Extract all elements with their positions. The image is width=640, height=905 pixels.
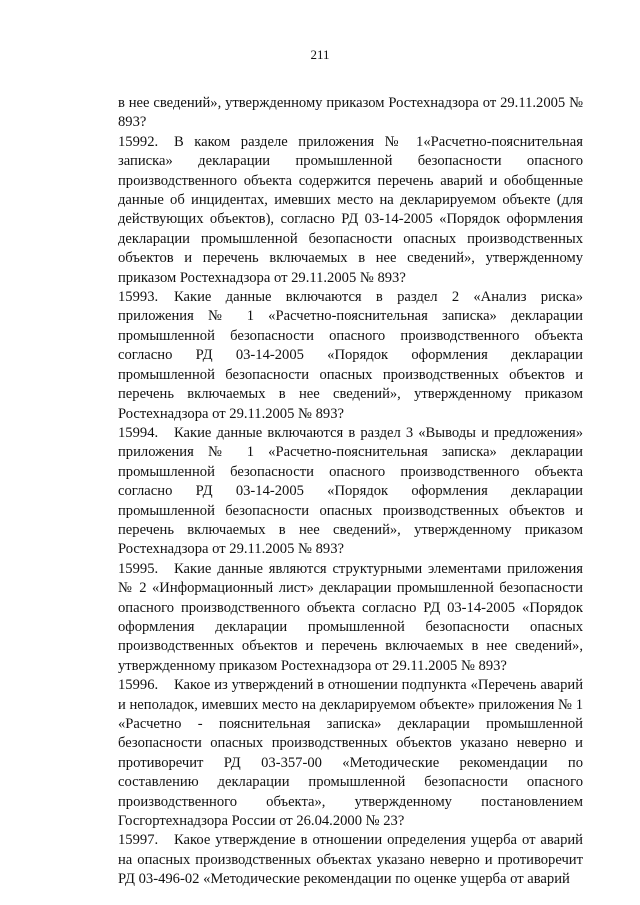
question-number: 15995. bbox=[118, 560, 159, 577]
question-text: Какие данные являются структурными элементами приложения № 2 «Информационный лист» декларации промышленной безопасности опасного производственного объекта согласно РД 03-14-2005 «Порядок оформления декларации промышленной безопасности опасных производственных объектов и перечень включаемых в нее сведений», утвержденному приказом Ростехнадзора от 29.11.2005 № 893? bbox=[118, 560, 583, 674]
question-text: Какие данные включаются в раздел 3 «Выводы и предложения» приложения № 1 «Расчетно-пояснительная записка» декларации промышленной безопасности опасного производственного объекта согласно РД 03-14-2005 «Порядок оформления декларации промышленной безопасности опасных производственных объектов и перечень включаемых в нее сведений», утвержденному приказом Ростехнадзора от 29.11.2005 № 893? bbox=[118, 424, 583, 558]
question-15993 bbox=[118, 288, 583, 424]
question-15994 bbox=[118, 424, 583, 560]
question-15995 bbox=[118, 560, 583, 676]
question-text: Какое утверждение в отношении определения ущерба от аварий на опасных производственных объектах указано неверно и противоречит РД 03-496-02 «Методические рекомендации по оценке ущерба от аварий bbox=[118, 832, 583, 888]
page-number: 211 bbox=[310, 47, 330, 62]
question-number: 15992. bbox=[118, 133, 159, 150]
question-text: Какое из утверждений в отношении подпункта «Перечень аварий и неполадок, имевших место на декларируемом объекте» приложения № 1 «Расчетно - пояснительная записка» декларации промышленной безопасности опасных производственных объектов указано неверно и противоречит РД 03-357-00 «Методические рекомендации по составлению декларации промышленной безопасности опасного производственного объекта», утвержденному постановлением Госгортехнадзора России от 26.04.2000 № 23? bbox=[118, 677, 583, 830]
continued-text: в нее сведений», утвержденному приказом Ростехнадзора от 29.11.2005 № 893? bbox=[118, 95, 583, 131]
question-number: 15997. bbox=[118, 832, 159, 849]
question-number: 15993. bbox=[118, 289, 159, 306]
question-text: Какие данные включаются в раздел 2 «Анализ риска» приложения № 1 «Расчетно-пояснительная записка» декларации промышленной безопасности опасного производственного объекта согласно РД 03-14-2005 «Порядок оформления декларации промышленной безопасности опасных производственных объектов и перечень включаемых в нее сведений», утвержденному приказом Ростехнадзора от 29.11.2005 № 893? bbox=[118, 289, 583, 422]
question-15997 bbox=[118, 831, 583, 889]
question-15996 bbox=[118, 676, 583, 831]
document-body bbox=[118, 94, 583, 890]
question-number: 15996. bbox=[118, 677, 159, 694]
question-text: В каком разделе приложения № 1«Расчетно-пояснительная записка» декларации промышленной безопасности опасного производственного объекта содержится перечень аварий и обобщенные данные об инцидентах, имевших место на декларируемом объекте (для действующих объектов), согласно РД 03-14-2005 «Порядок оформления декларации промышленной безопасности опасных производственных объектов и перечень включаемых в нее сведений», утвержденному приказом Ростехнадзора от 29.11.2005 № 893? bbox=[118, 133, 583, 286]
question-number: 15994. bbox=[118, 424, 159, 441]
question-15992 bbox=[118, 133, 583, 288]
